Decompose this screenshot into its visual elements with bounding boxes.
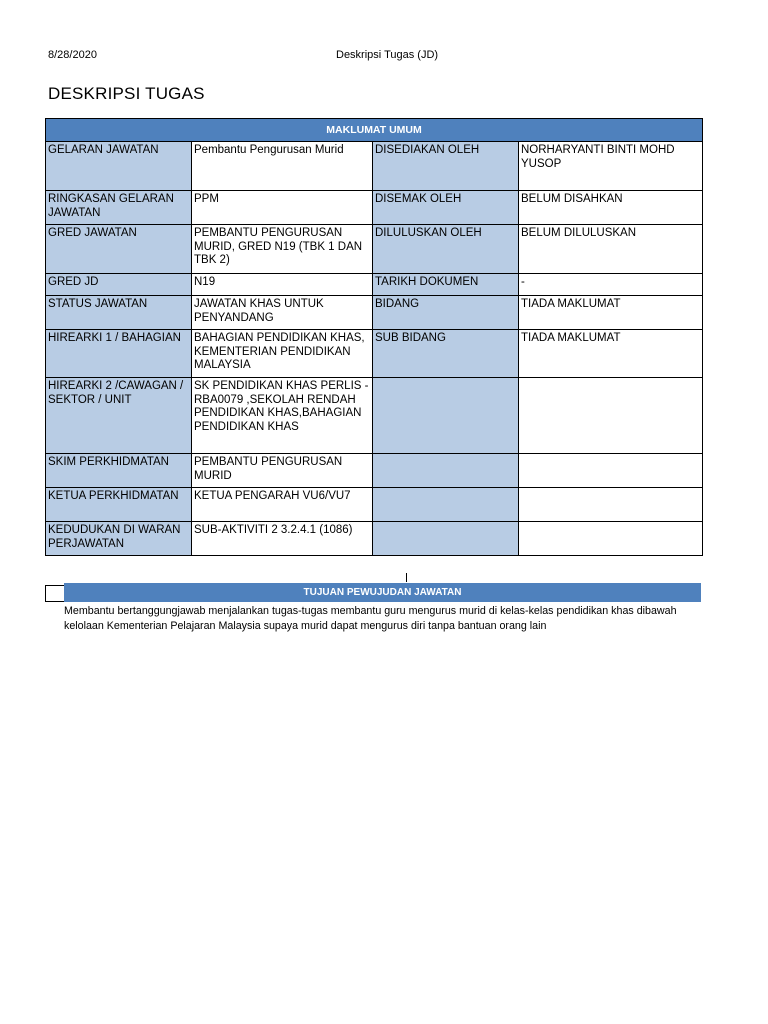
row-value-2 [519, 522, 703, 556]
row-value: PEMBANTU PENGURUSAN MURID, GRED N19 (TBK 1 DAN TBK 2) [192, 225, 373, 274]
row-label: KEDUDUKAN DI WARAN PERJAWATAN [46, 522, 192, 556]
row-value-2 [519, 488, 703, 522]
table-row [46, 142, 703, 191]
row-label: SKIM PERKHIDMATAN [46, 454, 192, 488]
row-value: Pembantu Pengurusan Murid [192, 142, 373, 191]
row-label-2 [373, 378, 519, 454]
header-title: Deskripsi Tugas (JD) [336, 49, 439, 61]
row-label-2: DISEDIAKAN OLEH [373, 142, 519, 191]
maklumat-umum-table [45, 118, 703, 556]
table-row [46, 378, 703, 454]
row-label: HIREARKI 1 / BAHAGIAN [46, 330, 192, 378]
row-label-2 [373, 522, 519, 556]
row-label: GRED JAWATAN [46, 225, 192, 274]
row-label: RINGKASAN GELARAN JAWATAN [46, 191, 192, 225]
row-value: JAWATAN KHAS UNTUK PENYANDANG [192, 296, 373, 330]
tujuan-section-title: TUJUAN PEWUJUDAN JAWATAN [64, 583, 701, 602]
row-value-2: BELUM DISAHKAN [519, 191, 703, 225]
row-label: HIREARKI 2 /CAWAGAN / SEKTOR / UNIT [46, 378, 192, 454]
row-value-2: TIADA MAKLUMAT [519, 296, 703, 330]
row-label-2: DISEMAK OLEH [373, 191, 519, 225]
row-value-2: - [519, 274, 703, 296]
table-row [46, 522, 703, 556]
row-label-2: SUB BIDANG [373, 330, 519, 378]
table-row [46, 488, 703, 522]
header-date: 8/28/2020 [48, 49, 97, 61]
row-value: SK PENDIDIKAN KHAS PERLIS - RBA0079 ,SEKOLAH RENDAH PENDIDIKAN KHAS,BAHAGIAN PENDIDIKAN KHAS [192, 378, 373, 454]
section-header-row [46, 119, 703, 142]
document-title: DESKRIPSI TUGAS [48, 84, 205, 103]
table-row [46, 191, 703, 225]
table-row [46, 274, 703, 296]
tujuan-description: Membantu bertanggungjawab menjalankan tugas-tugas membantu guru mengurus murid di kelas-kelas pendidikan khas dibawah kelolaan Kementerian Pelajaran Malaysia supaya murid dapat mengurus diri tanpa bantuan orang lain [64, 605, 677, 632]
empty-box [45, 585, 64, 602]
row-label-2: BIDANG [373, 296, 519, 330]
row-value-2: TIADA MAKLUMAT [519, 330, 703, 378]
row-label: GELARAN JAWATAN [46, 142, 192, 191]
table-row [46, 296, 703, 330]
row-label-2 [373, 488, 519, 522]
row-value: KETUA PENGARAH VU6/VU7 [192, 488, 373, 522]
row-label: GRED JD [46, 274, 192, 296]
row-value-2: BELUM DILULUSKAN [519, 225, 703, 274]
row-label: KETUA PERKHIDMATAN [46, 488, 192, 522]
row-value: N19 [192, 274, 373, 296]
row-label-2: TARIKH DOKUMEN [373, 274, 519, 296]
table-row [46, 225, 703, 274]
row-label-2 [373, 454, 519, 488]
row-value: SUB-AKTIVITI 2 3.2.4.1 (1086) [192, 522, 373, 556]
row-value: BAHAGIAN PENDIDIKAN KHAS, KEMENTERIAN PENDIDIKAN MALAYSIA [192, 330, 373, 378]
row-label-2: DILULUSKAN OLEH [373, 225, 519, 274]
row-value: PEMBANTU PENGURUSAN MURID [192, 454, 373, 488]
row-value-2: NORHARYANTI BINTI MOHD YUSOP [519, 142, 703, 191]
table-row [46, 454, 703, 488]
row-value-2 [519, 378, 703, 454]
table-row [46, 330, 703, 378]
divider-tick [406, 573, 407, 582]
section-title: MAKLUMAT UMUM [46, 119, 703, 142]
row-value-2 [519, 454, 703, 488]
row-label: STATUS JAWATAN [46, 296, 192, 330]
row-value: PPM [192, 191, 373, 225]
